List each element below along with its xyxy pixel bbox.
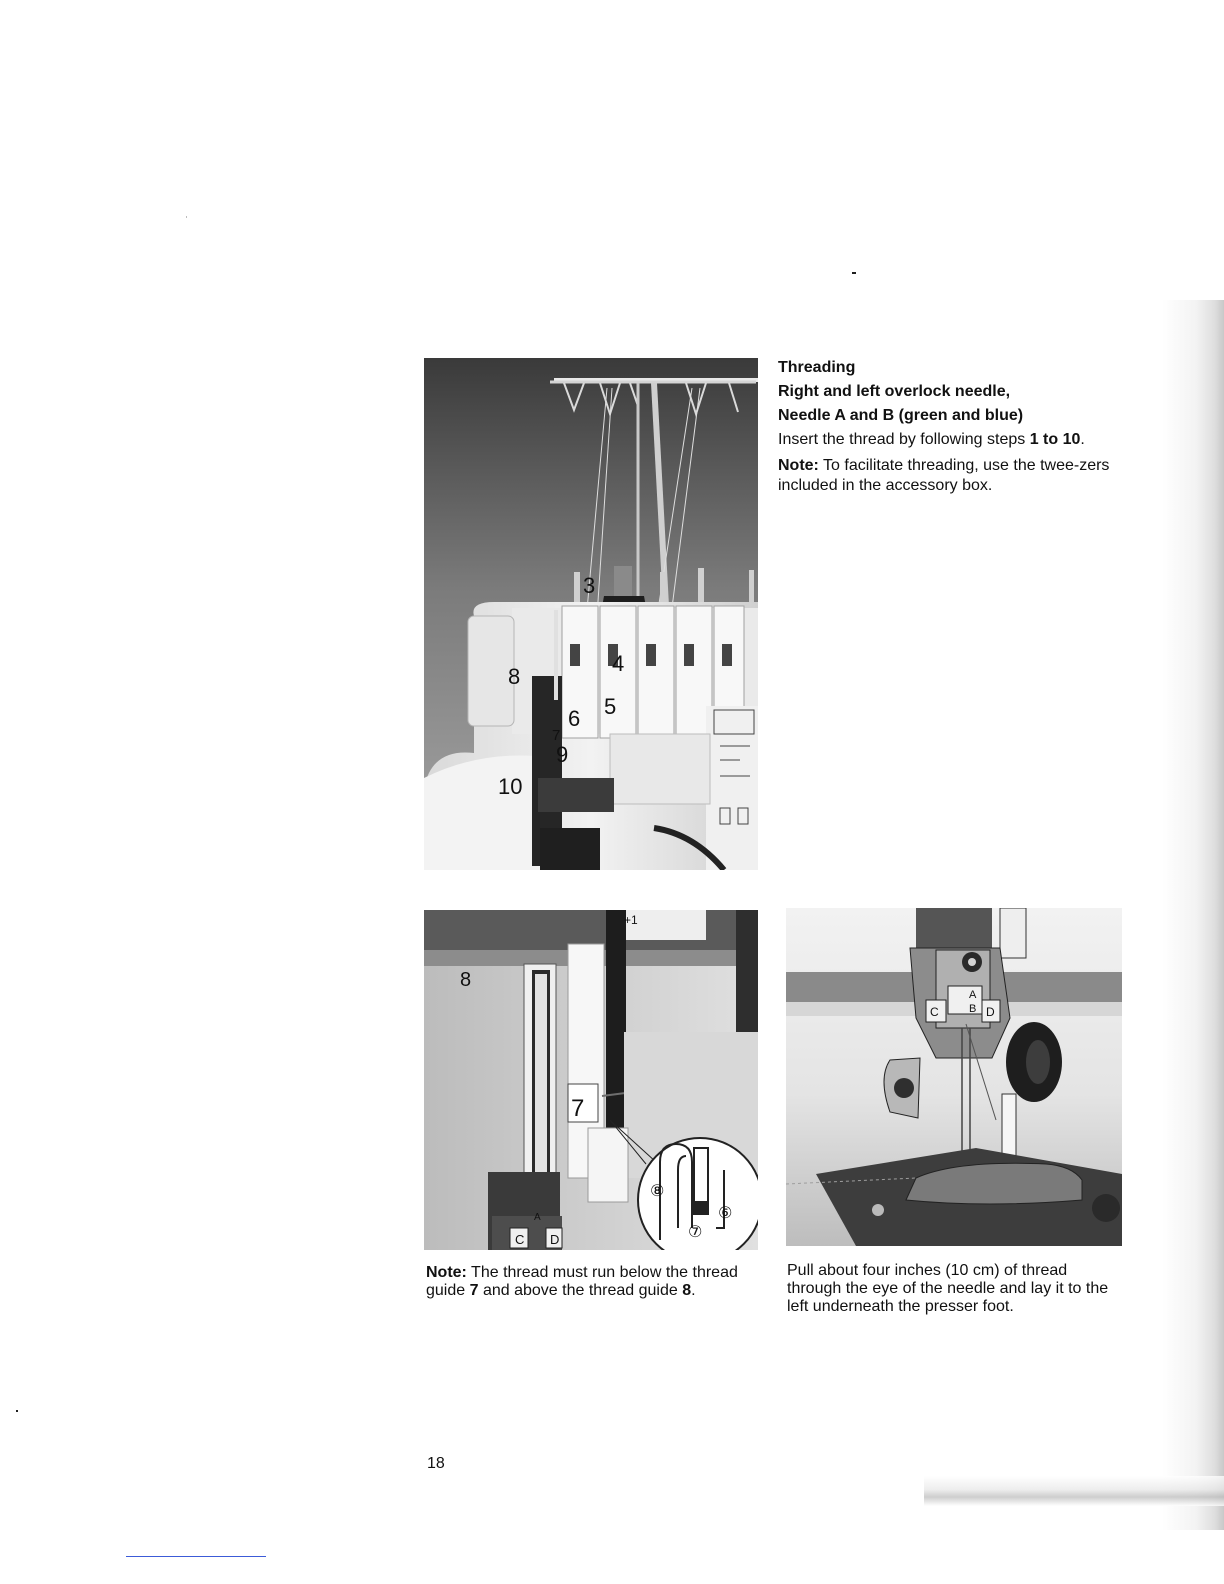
threading-section [778, 356, 1168, 496]
guide-letter-a: A [534, 1212, 541, 1223]
step-label-5: 5 [604, 694, 617, 719]
thread-guide-note-label: Note: [426, 1264, 467, 1281]
footer-link-underline [126, 1556, 266, 1557]
page-edge-fade [924, 1476, 1224, 1506]
instruction-step-range: 1 to 10 [1029, 431, 1081, 448]
thread-guides-illustration [424, 910, 758, 1250]
thread-guides-photo [424, 910, 758, 1250]
thread-guide-note-text-1: The thread must run below the thread guide [426, 1264, 738, 1299]
scan-speck [16, 1410, 18, 1412]
tweezer-note-text: To facilitate threading, use the twee-zers included in the accessory box. [778, 457, 1110, 494]
needle-presser-foot-illustration [786, 908, 1122, 1246]
thread-guide-note-guide-7: 7 [469, 1282, 479, 1299]
guide-label-7: 7 [571, 1095, 585, 1122]
step-label-4: 4 [612, 651, 625, 676]
guide-label-plus1: +1 [624, 913, 638, 927]
instruction-suffix: . [1080, 431, 1085, 448]
section-subtitle-colors: Needle A and B (green and blue) [778, 407, 1024, 424]
guide-letter-c: C [515, 1232, 525, 1247]
step-label-3: 3 [583, 573, 596, 598]
tweezer-note [778, 456, 1168, 496]
scan-speck [186, 216, 187, 218]
needle-letter-c: C [930, 1005, 939, 1019]
thread-guide-note-guide-8: 8 [682, 1282, 692, 1299]
thread-guide-note-text-2: and above the thread guide [478, 1282, 683, 1299]
page-edge-shadow [1162, 300, 1224, 1530]
threading-overview-illustration [424, 358, 758, 870]
needle-letter-d: D [986, 1005, 995, 1019]
guide-label-8: 8 [460, 969, 472, 991]
guide-circle-label-8: ⑧ [650, 1183, 665, 1200]
threading-overview-photo [424, 358, 758, 870]
instruction-prefix: Insert the thread by following steps [778, 431, 1030, 448]
page-number: 18 [427, 1455, 445, 1472]
section-title: Threading [778, 359, 856, 376]
step-label-6: 6 [568, 706, 581, 731]
guide-circle-label-7: ⑦ [688, 1224, 703, 1241]
instruction-paragraph [778, 428, 1168, 452]
tweezer-note-label: Note: [778, 457, 819, 474]
guide-letter-d: D [550, 1232, 560, 1247]
step-label-9: 9 [556, 742, 569, 767]
step-label-8: 8 [508, 664, 521, 689]
pull-thread-caption: Pull about four inches (10 cm) of thread through the eye of the needle and lay it to the left underneath the presser foot. [787, 1262, 1109, 1315]
section-subtitle-needles: Right and left overlock needle, [778, 383, 1011, 400]
thread-guide-note-text-3: . [691, 1282, 696, 1299]
thread-guide-note-caption [426, 1264, 766, 1300]
step-label-10: 10 [498, 774, 523, 799]
step-label-7: 7 [552, 727, 561, 744]
guide-circle-label-6: ⑥ [718, 1205, 733, 1222]
needle-letter-b: B [969, 1003, 977, 1015]
needle-presser-foot-photo [786, 908, 1122, 1246]
needle-letter-a: A [969, 989, 977, 1001]
scan-speck [852, 272, 856, 274]
